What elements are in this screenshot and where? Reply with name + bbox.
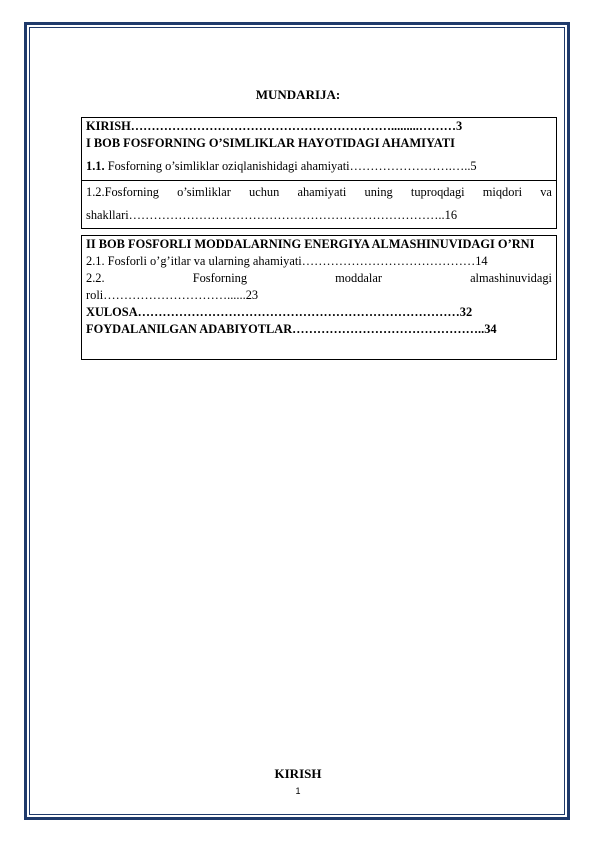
toc-box-chapter-2 xyxy=(81,235,557,360)
toc-entry-xulosa: XULOSA……………………………………………………………………32 xyxy=(86,305,473,319)
toc-entry-1-2-line2: shakllari…………………………………………………………………..16 xyxy=(86,208,458,222)
toc-entry-2-1: 2.1. Fosforli o’g’itlar va ularning ahamiyati……………………………………14 xyxy=(86,254,488,268)
toc-entry-adabiyotlar: FOYDALANILGAN ADABIYOTLAR………………………………………..34 xyxy=(86,322,497,336)
toc-word: almashinuvidagi xyxy=(470,271,552,285)
toc-box-1-2 xyxy=(81,180,557,229)
toc-word: uchun xyxy=(249,185,280,199)
toc-chapter-2-title: II BOB FOSFORLI MODDALARNING ENERGIYA ALMASHINUVIDAGI O’RNI xyxy=(86,237,535,251)
toc-entry-1-1-number: 1.1. xyxy=(86,159,105,173)
toc-word: o’simliklar xyxy=(177,185,231,199)
toc-word: 2.2. xyxy=(86,271,105,285)
toc-entry-2-2-line2: roli…………………………......23 xyxy=(86,288,259,302)
page-title: MUNDARIJA: xyxy=(255,87,341,102)
toc-entry-1-1 xyxy=(86,152,552,175)
toc-word: moddalar xyxy=(335,271,382,285)
toc-word: miqdori xyxy=(482,185,523,199)
toc-entry-kirish: KIRISH……………………………………………………….........………3 xyxy=(86,119,463,133)
toc-word: uning xyxy=(364,185,393,199)
toc-entry-1-2-line1 xyxy=(86,181,552,204)
toc-word: va xyxy=(540,185,552,199)
toc-word: ahamiyati xyxy=(297,185,347,199)
toc-word: tuproqdagi xyxy=(410,185,465,199)
toc-word: 1.2.Fosforning xyxy=(86,185,159,199)
toc-box-intro xyxy=(81,117,557,181)
page-number: 1 xyxy=(295,786,301,796)
section-heading-kirish: KIRISH xyxy=(274,766,322,781)
toc-entry-1-1-text: Fosforning o’simliklar oziqlanishidagi ahamiyati…………………….…..5 xyxy=(104,159,477,173)
toc-chapter-1-title: I BOB FOSFORNING O’SIMLIKLAR HAYOTIDAGI AHAMIYATI xyxy=(86,136,455,150)
toc-word: Fosforning xyxy=(192,271,248,285)
toc-entry-2-2-line1 xyxy=(86,270,552,287)
